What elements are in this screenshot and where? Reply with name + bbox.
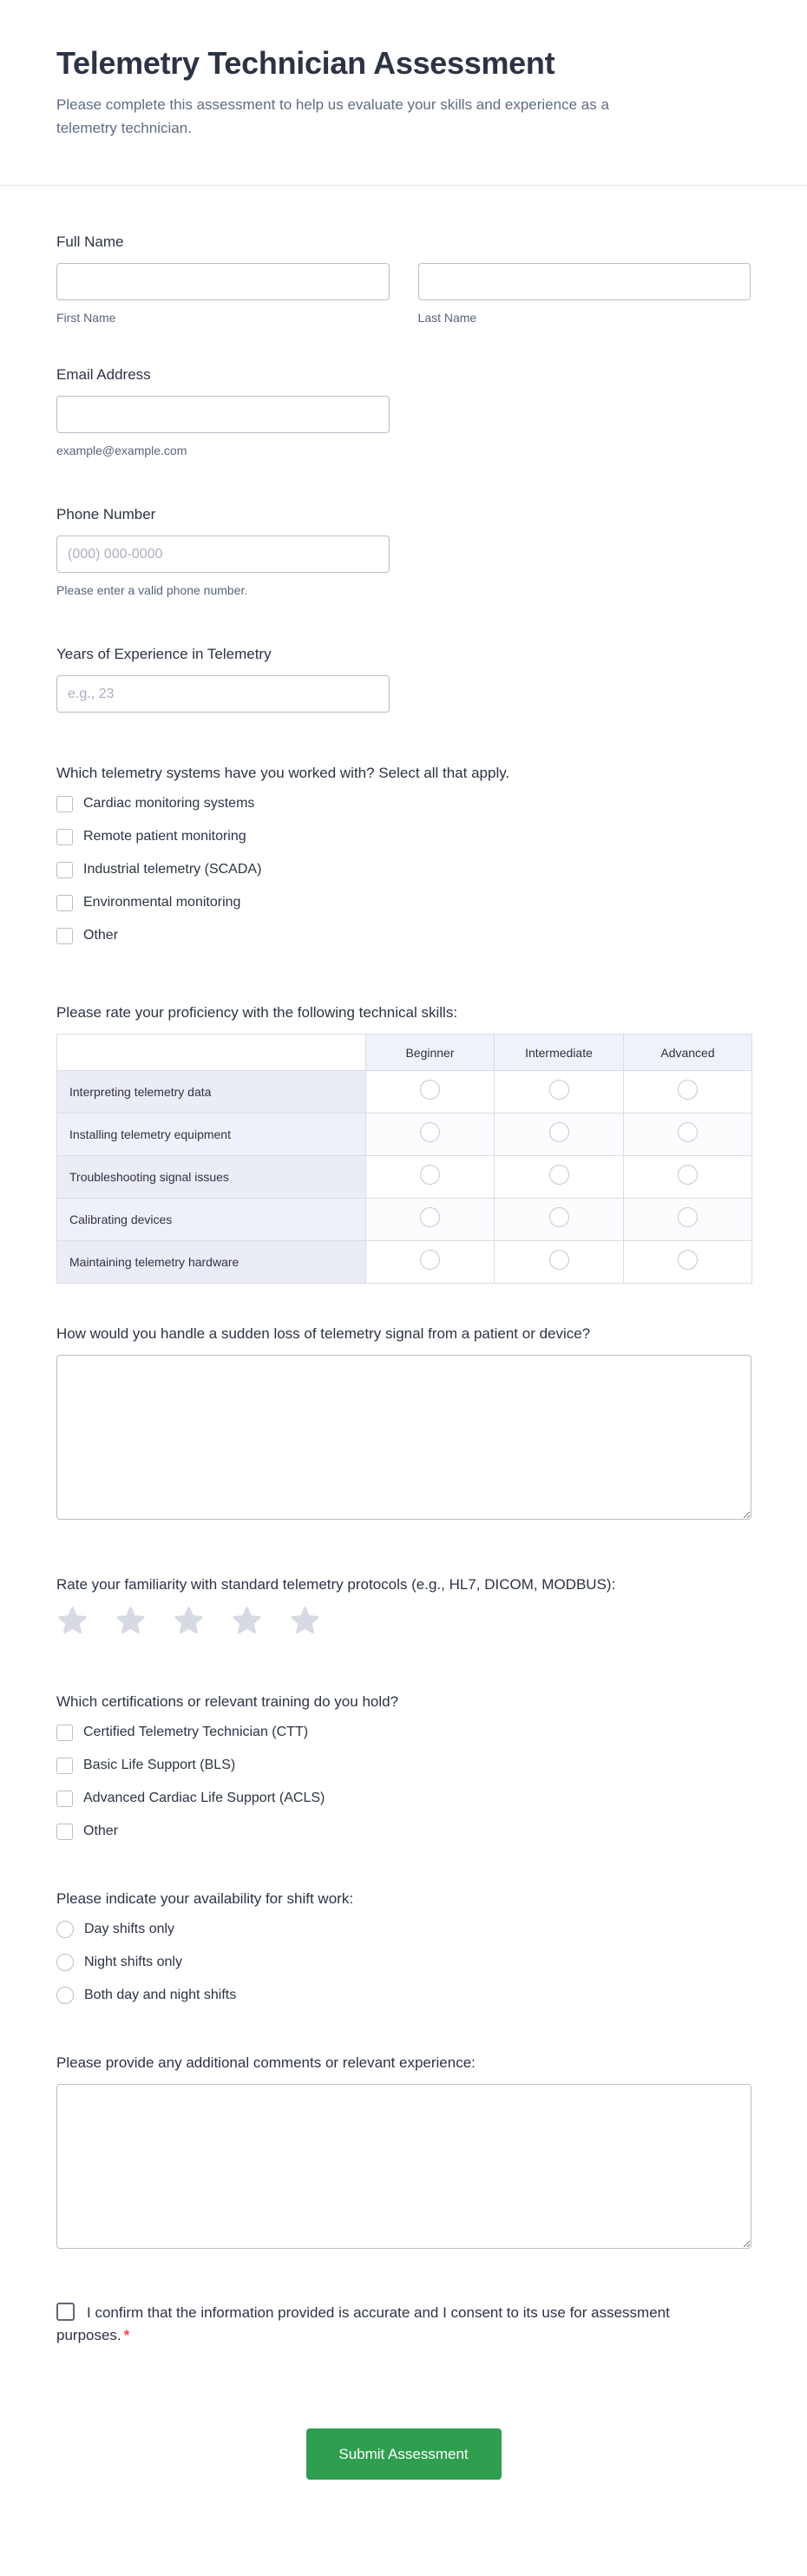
matrix-corner-cell: [57, 1035, 366, 1071]
certs-option-bls[interactable]: [56, 1756, 235, 1775]
matrix-radio-r1-c2[interactable]: [678, 1122, 698, 1142]
matrix-radio-r1-c0[interactable]: [420, 1122, 440, 1142]
experience-input[interactable]: [56, 675, 390, 713]
submit-row: [56, 2428, 751, 2480]
star-icon-4[interactable]: [231, 1606, 263, 1636]
checkbox-icon[interactable]: [56, 928, 73, 944]
first-name-field: [56, 263, 390, 325]
matrix-row-label: Maintaining telemetry hardware: [57, 1241, 366, 1284]
matrix-row-maintaining: [57, 1241, 752, 1284]
matrix-radio-r0-c1[interactable]: [549, 1080, 569, 1100]
matrix-col-beginner: Beginner: [366, 1035, 495, 1071]
question-experience: [56, 646, 751, 713]
certifications-label: Which certifications or relevant training do you hold?: [56, 1693, 399, 1710]
question-protocols-rating: [56, 1576, 751, 1636]
last-name-field: [418, 263, 751, 325]
radio-icon[interactable]: [56, 1921, 74, 1938]
matrix-radio-r4-c2[interactable]: [678, 1250, 698, 1270]
signal-loss-textarea[interactable]: [56, 1355, 751, 1520]
phone-sublabel: Please enter a valid phone number.: [56, 583, 248, 597]
matrix-row-troubleshooting: [57, 1156, 752, 1199]
systems-option-cardiac[interactable]: [56, 794, 254, 813]
page-title: Telemetry Technician Assessment: [56, 45, 555, 81]
checkbox-icon[interactable]: [56, 1725, 73, 1741]
star-icon-1[interactable]: [56, 1606, 89, 1636]
consent-row: [56, 2302, 699, 2347]
form-subtitle: Please complete this assessment to help us evaluate your skills and experience as a telemetry technician.: [56, 96, 609, 136]
question-consent: [56, 2302, 751, 2347]
matrix-radio-r1-c1[interactable]: [549, 1122, 569, 1142]
certs-option-other[interactable]: [56, 1822, 118, 1841]
header-divider: [0, 185, 807, 186]
systems-option-remote[interactable]: [56, 827, 246, 846]
checkbox-icon[interactable]: [56, 895, 73, 911]
matrix-row-label: Installing telemetry equipment: [57, 1114, 366, 1156]
matrix-col-intermediate: Intermediate: [495, 1035, 624, 1071]
matrix-radio-r4-c0[interactable]: [420, 1250, 440, 1270]
systems-option-environmental[interactable]: [56, 893, 240, 912]
skills-matrix-table: [56, 1034, 752, 1284]
required-asterisk: *: [123, 2327, 130, 2343]
certifications-options: [56, 1723, 751, 1841]
star-rating: [56, 1606, 751, 1636]
radio-icon[interactable]: [56, 1954, 74, 1971]
matrix-row-calibrating: [57, 1199, 752, 1241]
question-skills-matrix: [56, 1004, 751, 1284]
option-label: Both day and night shifts: [84, 1988, 237, 2002]
radio-icon[interactable]: [56, 1987, 74, 2004]
matrix-radio-r2-c0[interactable]: [420, 1165, 440, 1185]
option-label: Basic Life Support (BLS): [83, 1758, 236, 1772]
matrix-row-label: Calibrating devices: [57, 1199, 366, 1241]
consent-label: I confirm that the information provided is accurate and I consent to its use for assessment purposes.: [56, 2304, 670, 2343]
checkbox-icon[interactable]: [56, 796, 73, 812]
matrix-radio-r0-c0[interactable]: [420, 1080, 440, 1100]
star-icon-3[interactable]: [173, 1606, 205, 1636]
star-icon-5[interactable]: [289, 1606, 321, 1636]
option-label: Advanced Cardiac Life Support (ACLS): [83, 1791, 325, 1805]
question-full-name: [56, 233, 751, 325]
protocols-rating-label: Rate your familiarity with standard telemetry protocols (e.g., HL7, DICOM, MODBUS):: [56, 1576, 616, 1593]
certs-option-ctt[interactable]: [56, 1723, 308, 1742]
matrix-radio-r3-c1[interactable]: [549, 1207, 569, 1227]
systems-options: [56, 794, 751, 945]
availability-label: Please indicate your availability for shift work:: [56, 1890, 354, 1907]
skills-matrix-label: Please rate your proficiency with the following technical skills:: [56, 1004, 458, 1021]
comments-label: Please provide any additional comments or relevant experience:: [56, 2054, 476, 2071]
last-name-input[interactable]: [418, 263, 751, 300]
phone-label: Phone Number: [56, 506, 156, 522]
option-label: Certified Telemetry Technician (CTT): [83, 1725, 309, 1739]
matrix-radio-r3-c0[interactable]: [420, 1207, 440, 1227]
form-header: [0, 0, 807, 140]
question-availability: [56, 1890, 751, 2005]
availability-options: [56, 1920, 751, 2005]
email-input[interactable]: [56, 396, 390, 433]
first-name-input[interactable]: [56, 263, 390, 300]
question-certifications: [56, 1693, 751, 1841]
name-fields-row: [56, 263, 751, 325]
option-label: Industrial telemetry (SCADA): [83, 862, 262, 877]
question-phone: [56, 506, 751, 597]
question-signal-loss: [56, 1325, 751, 1520]
experience-label: Years of Experience in Telemetry: [56, 646, 272, 662]
systems-option-other[interactable]: [56, 926, 118, 945]
option-label: Remote patient monitoring: [83, 829, 246, 844]
option-label: Environmental monitoring: [83, 895, 241, 910]
last-name-sublabel: Last Name: [417, 311, 477, 325]
signal-loss-label: How would you handle a sudden loss of telemetry signal from a patient or device?: [56, 1325, 591, 1342]
phone-input[interactable]: [56, 536, 390, 573]
email-label: Email Address: [56, 366, 151, 383]
matrix-row-installing: [57, 1114, 752, 1156]
option-label: Cardiac monitoring systems: [83, 796, 255, 811]
full-name-label: Full Name: [56, 233, 124, 250]
option-label: Night shifts only: [84, 1955, 182, 1969]
matrix-row-label: Troubleshooting signal issues: [57, 1156, 366, 1199]
availability-option-night[interactable]: [56, 1953, 182, 1972]
matrix-radio-r2-c1[interactable]: [549, 1165, 569, 1185]
matrix-row-interpreting: [57, 1071, 752, 1114]
checkbox-icon[interactable]: [56, 1758, 73, 1774]
systems-option-scada[interactable]: [56, 860, 261, 879]
checkbox-icon[interactable]: [56, 1824, 73, 1840]
checkbox-icon[interactable]: [56, 862, 73, 878]
checkbox-icon[interactable]: [56, 1791, 73, 1807]
question-comments: [56, 2054, 751, 2249]
question-telemetry-systems: [56, 765, 751, 945]
form-body: [0, 233, 807, 2480]
email-sublabel: example@example.com: [56, 444, 187, 457]
comments-textarea[interactable]: [56, 2084, 751, 2249]
checkbox-icon[interactable]: [56, 829, 73, 845]
consent-checkbox[interactable]: [56, 2303, 75, 2321]
submit-button[interactable]: Submit Assessment: [306, 2428, 502, 2480]
matrix-radio-r3-c2[interactable]: [678, 1207, 698, 1227]
star-icon-2[interactable]: [115, 1606, 147, 1636]
systems-label: Which telemetry systems have you worked with? Select all that apply.: [56, 765, 510, 781]
availability-option-day[interactable]: [56, 1920, 174, 1939]
matrix-col-advanced: Advanced: [624, 1035, 752, 1071]
question-email: [56, 366, 751, 457]
option-label: Other: [83, 928, 119, 943]
option-label: Other: [83, 1824, 119, 1838]
matrix-radio-r4-c1[interactable]: [549, 1250, 569, 1270]
first-name-sublabel: First Name: [56, 311, 116, 325]
certs-option-acls[interactable]: [56, 1789, 325, 1808]
matrix-radio-r0-c2[interactable]: [678, 1080, 698, 1100]
matrix-row-label: Interpreting telemetry data: [57, 1071, 366, 1114]
matrix-radio-r2-c2[interactable]: [678, 1165, 698, 1185]
option-label: Day shifts only: [84, 1922, 175, 1936]
availability-option-both[interactable]: [56, 1986, 236, 2005]
